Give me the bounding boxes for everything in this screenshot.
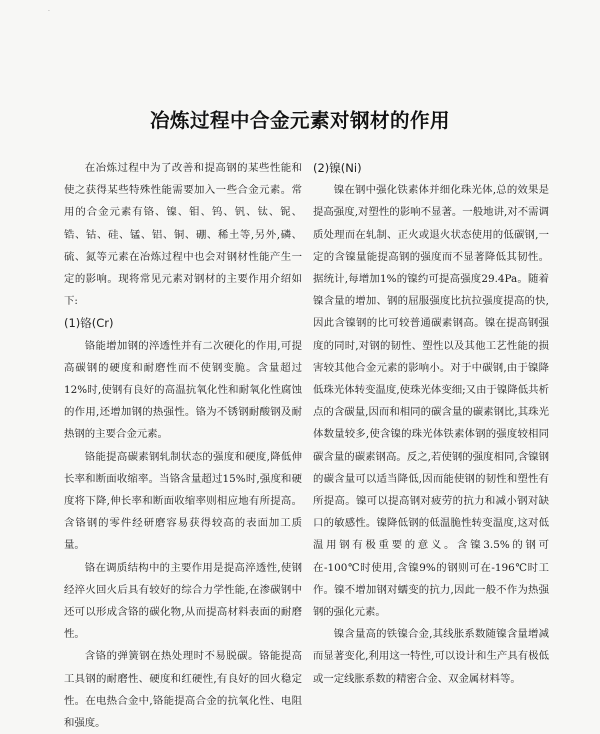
intro-paragraph: 在冶炼过程中为了改善和提高钢的某些性能和使之获得某些特殊性能需要加入一些合金元素。常用的合金元素有铬、镍、钼、钨、钒、钛、铌、锆、钴、硅、锰、铝、铜、硼、稀土等,另外,磷、硫、氮等元素在冶炼过程中也会对钢材性能产生一定的影响。现将常见元素对钢材的主要作用介绍如下:	[64, 162, 302, 308]
right-column	[313, 157, 549, 690]
section-heading-nickel: (2)镍(Ni)	[313, 161, 362, 175]
chromium-paragraph-2: 铬能提高碳素钢轧制状态的强度和硬度,降低伸长率和断面收缩率。当铬含量超过15%时,强度和硬度将下降,伸长率和断面收缩率则相应地有所提高。含铬钢的零件经研磨容易获得较高的表面加工质量。	[64, 450, 302, 552]
nickel-paragraph-2: 镍含量高的铁镍合金,其线胀系数随镍含量增减而显著变化,利用这一特性,可以设计和生产具有极低或一定线胀系数的精密合金、双金属材料等。	[313, 628, 549, 685]
chromium-paragraph-4: 含铬的弹簧钢在热处理时不易脱碳。铬能提高工具钢的耐磨性、硬度和红硬性,有良好的回火稳定性。在电热合金中,铬能提高合金的抗氧化性、电阻和强度。	[64, 650, 302, 730]
left-column	[64, 157, 302, 734]
page-corner-mark: ·	[48, 8, 50, 15]
chromium-paragraph-3: 铬在调质结构中的主要作用是提高淬透性,使钢经淬火回火后具有较好的综合力学性能,在渗碳钢中还可以形成含铬的碳化物,从而提高材料表面的耐磨性。	[64, 561, 302, 641]
nickel-paragraph-1: 镍在钢中强化铁素体并细化珠光体,总的效果是提高强度,对塑性的影响不显著。一般地讲,对不需调质处理而在轧制、正火或退火状态使用的低碳钢,一定的含镍量能提高钢的强度而不显著降低其韧性。据统计,每增加1%的镍约可提高强度29.4Pa。随着镍含量的增加、钢的屈服强度比抗拉强度提高的快,因此含镍钢的比可较普通碳素钢高。镍在提高钢强度的同时,对钢的韧性、塑性以及其他工艺性能的损害较其他合金元素的影响小。对于中碳钢,由于镍降低珠光体转变温度,使珠光体变细;又由于镍降低共析点的含碳量,因而和相同的碳含量的碳素钢比,其珠光体数量较多,使含镍的珠光体铁素体钢的强度较相同碳含量的碳素钢高。反之,若使钢的强度相同,含镍钢的碳含量可以适当降低,因而能使钢的韧性和塑性有所提高。镍可以提高钢对疲劳的抗力和减小钢对缺口的敏感性。镍降低钢的低温脆性转变温度,这对低温用钢有极重要的意义。含镍3.5%的钢可在-100℃时使用,含镍9%的钢则可在-196℃时工作。镍不增加钢对蠕变的抗力,因此一般不作为热强钢的强化元素。	[313, 184, 549, 619]
article-title: 冶炼过程中合金元素对钢材的作用	[149, 109, 450, 133]
section-heading-chromium: (1)铬(Cr)	[64, 316, 114, 331]
chromium-paragraph-1: 铬能增加钢的淬透性并有二次硬化的作用,可提高碳钢的硬度和耐磨性而不使钢变脆。含量超过12%时,使钢有良好的高温抗氧化性和耐氧化性腐蚀的作用,还增加钢的热强性。铬为不锈钢耐酸钢及耐热钢的主要合金元素。	[64, 339, 302, 441]
